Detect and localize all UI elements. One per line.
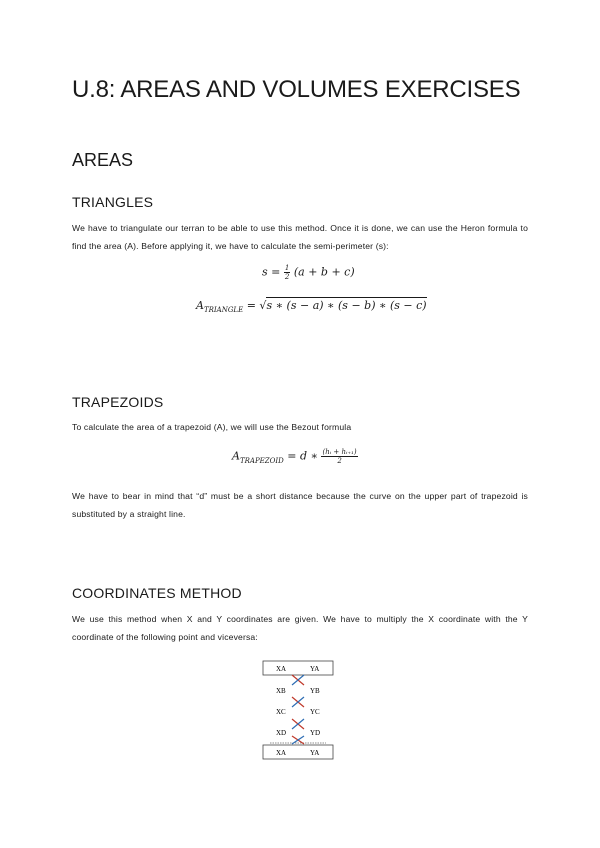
sqrt-icon: √ <box>259 299 267 312</box>
section-heading-areas: AREAS <box>72 150 134 170</box>
subheading-trapezoids: TRAPEZOIDS <box>72 394 164 410</box>
heron-eq: = <box>246 299 256 312</box>
coord-y-2: YC <box>310 708 320 716</box>
subheading-coordinates-method: COORDINATES METHOD <box>72 585 242 601</box>
trapezoids-note: We have to bear in mind that “d” must be a short distance because the curve on the upper part of trapezoid is substituted by a straight line. <box>72 491 528 519</box>
cross-icon <box>292 719 304 729</box>
heron-radicand: s ∗ (s − a) ∗ (s − b) ∗ (s − c) <box>266 299 427 312</box>
bezout-den: 2 <box>337 457 342 465</box>
coord-x-2: XC <box>276 708 286 716</box>
coord-y-3: YD <box>310 729 321 737</box>
top-row-box <box>263 661 333 675</box>
coord-x-1: XB <box>276 687 286 695</box>
coordinates-paragraph: We use this method when X and Y coordinates are given. We have to multiply the X coordinate with the Y coordinate of the following point and viceversa: <box>72 614 528 642</box>
cross-icon <box>292 697 304 707</box>
coordinates-diagram <box>262 660 334 760</box>
bezout-subscript: TRAPEZOID <box>239 456 284 465</box>
coord-x-4: XA <box>276 749 287 757</box>
coord-y-4: YA <box>310 749 320 757</box>
coord-y-1: YB <box>310 687 320 695</box>
bottom-row-box <box>263 745 333 759</box>
page-title: U.8: AREAS AND VOLUMES EXERCISES <box>72 76 521 103</box>
coord-x-0: XA <box>276 665 287 673</box>
formula-s-half-num: 1 <box>284 264 290 272</box>
cross-icon <box>292 675 304 685</box>
cross-arrows <box>292 675 304 744</box>
formula-s-eq: = <box>271 265 281 279</box>
bezout-fraction <box>321 448 357 465</box>
bezout-num: (hᵢ + hᵢ₊₁) <box>322 448 357 456</box>
heron-lhs: A <box>196 299 204 312</box>
formula-s-lhs: s <box>262 265 268 279</box>
bezout-lhs: A <box>232 449 240 463</box>
formula-s-half <box>284 264 290 281</box>
bezout-formula <box>232 448 358 465</box>
heron-formula <box>196 299 427 312</box>
formula-s-rhs: (a + b + c) <box>293 265 355 279</box>
coord-x-3: XD <box>276 729 287 737</box>
triangles-paragraph: We have to triangulate our terran to be able to use this method. Once it is done, we can use the Heron formula to find the area (A). Before applying it, we have to calculate the semi-perimeter (s): <box>72 223 528 251</box>
trapezoids-intro: To calculate the area of a trapezoid (A), we will use the Bezout formula <box>72 422 352 432</box>
subheading-triangles: TRIANGLES <box>72 194 154 210</box>
formula-s-half-den: 2 <box>284 273 290 281</box>
coord-y-0: YA <box>310 665 320 673</box>
bezout-eq: = d ∗ <box>287 449 318 463</box>
semi-perimeter-formula <box>262 264 355 281</box>
heron-subscript: TRIANGLE <box>203 306 244 314</box>
